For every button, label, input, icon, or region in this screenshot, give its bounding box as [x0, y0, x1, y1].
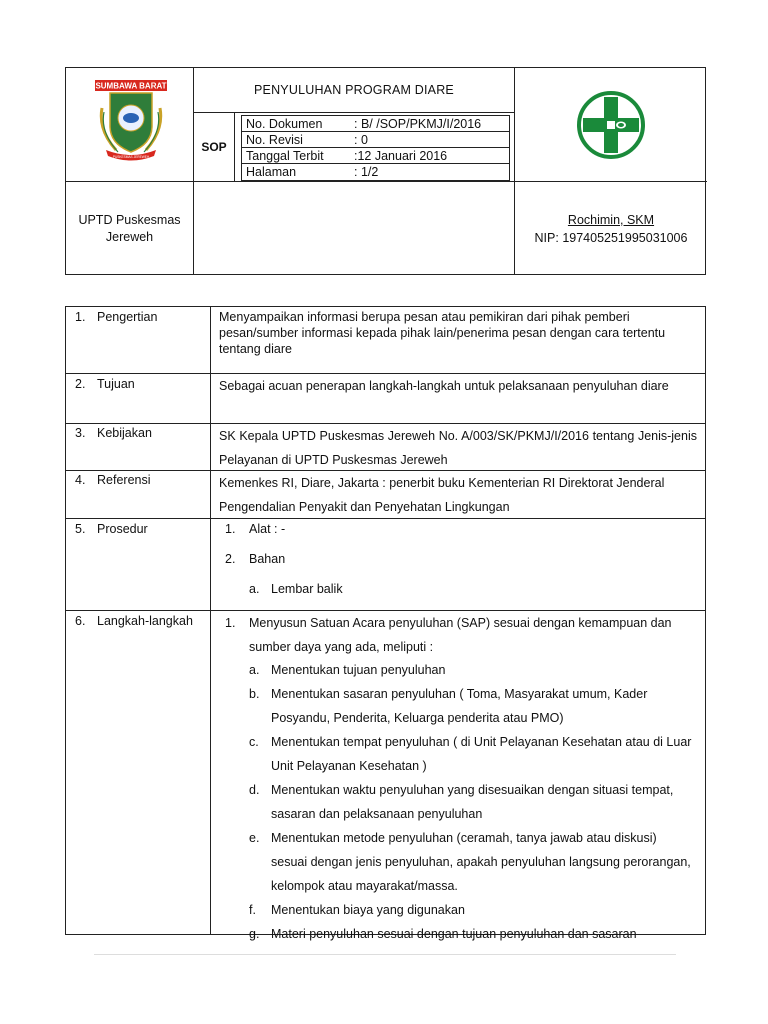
section-prosedur — [66, 519, 705, 611]
section-pengertian — [66, 307, 705, 374]
section-title: Referensi — [97, 473, 151, 487]
section-title: Tujuan — [97, 377, 135, 391]
list-text: Lembar balik — [271, 582, 343, 596]
list-subitem — [225, 826, 695, 898]
section-title: Pengertian — [97, 310, 158, 324]
section-title: Langkah-langkah — [97, 614, 193, 628]
meta-key: Tanggal Terbit — [246, 148, 324, 163]
section-label — [66, 374, 211, 423]
list-subitem — [225, 682, 695, 730]
section-text: Kemenkes RI, Diare, Jakarta : penerbit buku Kementerian RI Direktorat Jenderal Pengendalian Penyakit dan Penyehatan Lingkungan — [219, 476, 665, 514]
list-marker: g. — [249, 927, 260, 941]
sop-header — [65, 67, 706, 275]
list-marker: e. — [249, 831, 260, 845]
list-subitem — [225, 778, 695, 826]
meta-key: No. Revisi — [246, 132, 303, 147]
section-label — [66, 611, 211, 934]
list-text: Menentukan waktu penyuluhan yang disesuaikan dengan situasi tempat, sasaran dan pelaksanaan penyuluhan — [271, 783, 674, 821]
section-label — [66, 471, 211, 518]
list-text: Alat : - — [249, 522, 286, 536]
signer-name: Rochimin, SKM — [567, 212, 655, 227]
list-subitem — [225, 658, 695, 682]
meta-value: : 1/2 — [354, 165, 379, 179]
list-item — [225, 522, 697, 552]
list-text: Menentukan tempat penyuluhan ( di Unit Pelayanan Kesehatan atau di Luar Unit Pelayanan Kesehatan ) — [271, 735, 692, 773]
section-list — [211, 611, 705, 946]
list-marker: 2. — [225, 552, 236, 566]
meta-value: :12 Januari 2016 — [354, 148, 448, 163]
organization-name — [66, 182, 194, 275]
list-marker: d. — [249, 783, 260, 797]
list-text: Bahan — [249, 552, 286, 566]
list-marker: c. — [249, 735, 259, 749]
meta-value: : 0 — [354, 132, 368, 147]
org-line-2: Jereweh — [105, 229, 154, 244]
meta-key: No. Dokumen — [246, 116, 323, 131]
list-subitem — [225, 730, 695, 778]
document-meta — [235, 113, 514, 182]
sumbawa-barat-emblem-icon — [66, 68, 194, 182]
list-item — [225, 611, 695, 659]
list-marker: 1. — [225, 616, 236, 630]
svg-text:SUMBAWA BARAT: SUMBAWA BARAT — [95, 81, 167, 91]
org-line-1: UPTD Puskesmas — [78, 212, 181, 227]
list-marker: f. — [249, 903, 256, 917]
district-logo-cell — [66, 68, 194, 182]
header-blank-cell — [194, 182, 514, 275]
meta-row-halaman — [242, 164, 509, 180]
section-text: Sebagai acuan penerapan langkah-langkah untuk pelaksanaan penyuluhan diare — [219, 379, 669, 393]
sop-content-table — [65, 306, 706, 941]
meta-row-dokumen — [242, 116, 509, 132]
section-label — [66, 307, 211, 373]
list-subitem — [225, 922, 695, 946]
list-marker: a. — [249, 663, 260, 677]
meta-value: : B/ /SOP/PKMJ/I/2016 — [354, 116, 482, 131]
section-number: 2. — [75, 377, 86, 391]
section-number: 3. — [75, 426, 86, 440]
section-title: Kebijakan — [97, 426, 152, 440]
list-text: Menentukan metode penyuluhan (ceramah, tanya jawab atau diskusi) sesuai dengan jenis penyuluhan, apakah penyuluhan langsung perorangan, kelompok atau mayarakat/massa. — [271, 831, 691, 893]
signature-block — [514, 182, 707, 275]
list-text: Menentukan sasaran penyuluhan ( Toma, Masyarakat umum, Kader Posyandu, Penderita, Keluarga penderita atau PMO) — [271, 687, 648, 725]
meta-row-tanggal — [242, 148, 509, 164]
list-text: Materi penyuluhan sesuai dengan tujuan penyuluhan dan sasaran — [271, 927, 637, 941]
meta-key: Halaman — [246, 165, 297, 179]
section-number: 6. — [75, 614, 86, 628]
section-langkah — [66, 611, 705, 941]
list-text: Menentukan tujuan penyuluhan — [271, 663, 446, 677]
section-title: Prosedur — [97, 522, 148, 536]
puskesmas-logo-cell — [514, 68, 707, 182]
section-number: 4. — [75, 473, 86, 487]
section-label — [66, 519, 211, 610]
section-kebijakan — [66, 424, 705, 471]
document-title: PENYULUHAN PROGRAM DIARE — [194, 68, 514, 113]
section-text: Menyampaikan informasi berupa pesan atau pemikiran dari pihak pemberi pesan/sumber informasi kepada pihak lain/penerima pesan dengan cara tertentu tentang diare — [219, 310, 666, 356]
section-referensi — [66, 471, 705, 519]
page-footer-divider — [94, 954, 676, 955]
list-text: Menyusun Satuan Acara penyuluhan (SAP) sesuai dengan kemampuan dan sumber daya yang ada, meliputi : — [249, 616, 672, 654]
puskesmas-cross-icon — [571, 85, 651, 165]
list-marker: b. — [249, 687, 260, 701]
list-text: Menentukan biaya yang digunakan — [271, 903, 465, 917]
section-tujuan — [66, 374, 705, 424]
meta-row-revisi — [242, 132, 509, 148]
signer-nip: NIP: 197405251995031006 — [534, 230, 688, 245]
svg-text:PUSKESMAS JEREWEH: PUSKESMAS JEREWEH — [112, 155, 150, 159]
section-label — [66, 424, 211, 470]
section-number: 5. — [75, 522, 86, 536]
list-marker: 1. — [225, 522, 236, 536]
list-subitem — [225, 582, 697, 596]
list-item — [225, 552, 697, 582]
list-subitem — [225, 898, 695, 922]
section-text: SK Kepala UPTD Puskesmas Jereweh No. A/003/SK/PKMJ/I/2016 tentang Jenis-jenis Pelayanan di UPTD Puskesmas Jereweh — [219, 429, 697, 467]
meta-table — [241, 115, 510, 181]
sop-label: SOP — [194, 113, 235, 182]
section-list — [211, 519, 705, 596]
section-number: 1. — [75, 310, 86, 324]
list-marker: a. — [249, 582, 260, 596]
